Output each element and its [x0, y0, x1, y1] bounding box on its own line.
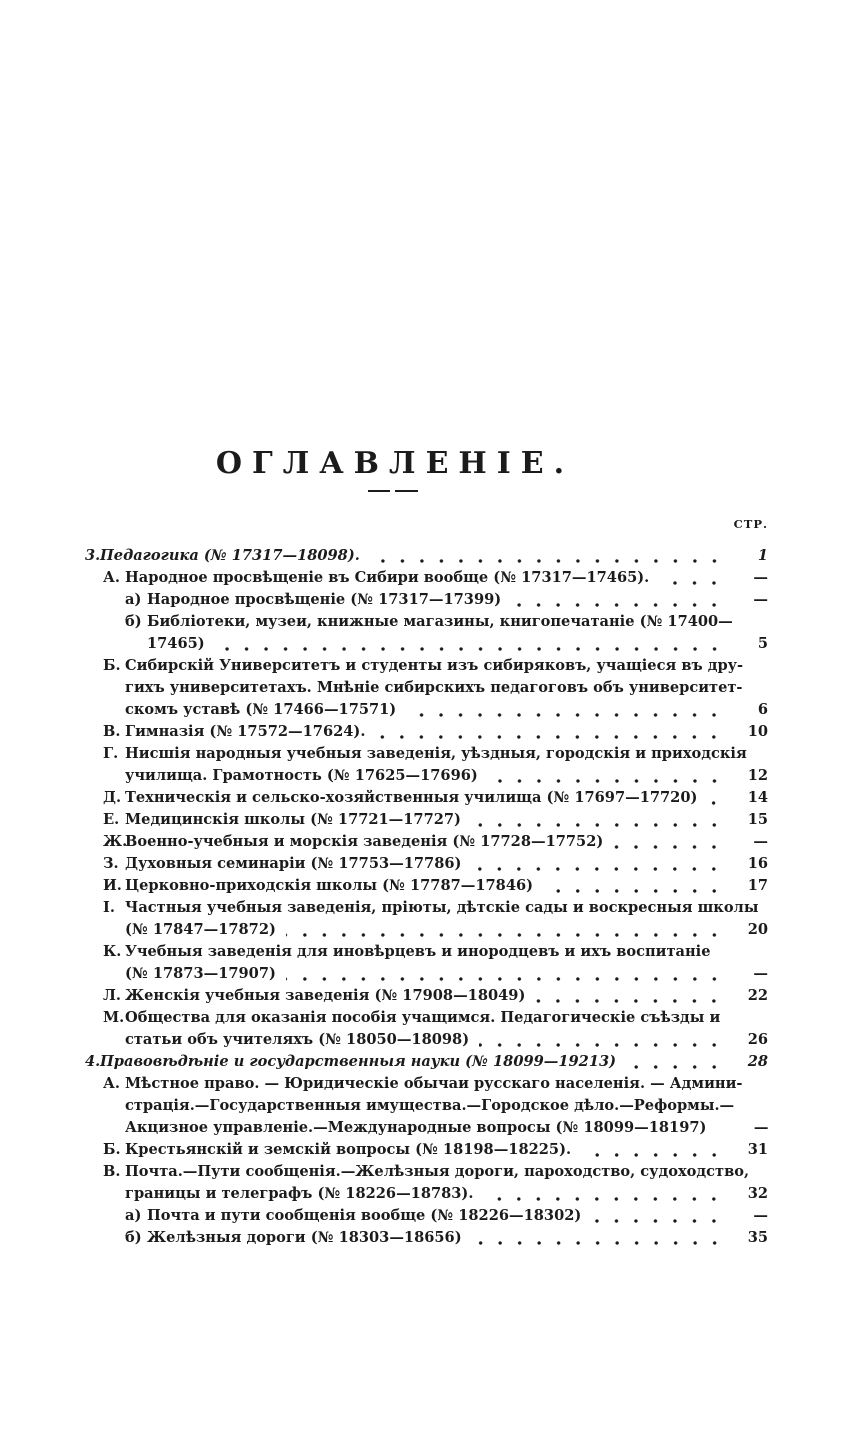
page-number: 22	[747, 987, 768, 1004]
page-number: 15	[747, 811, 768, 828]
toc-entry-text: Сибирскій Университетъ и студенты изъ сибиряковъ, учащіеся въ дру-	[125, 657, 744, 674]
toc-entry-label: М.	[103, 1009, 125, 1026]
page-number: 14	[747, 789, 768, 806]
toc-entry-text: Медицинскія школы (№ 17721—17727)	[125, 811, 461, 828]
toc-line	[85, 589, 768, 611]
toc-line	[85, 963, 768, 985]
dot-leader	[370, 545, 726, 567]
toc-line	[85, 875, 768, 897]
toc-entry-label: Г.	[103, 745, 119, 762]
toc-line	[85, 721, 768, 743]
title-divider	[368, 490, 418, 492]
toc-entry-text: Правовѣдѣніе и государственныя науки (№ 18099—19213)	[100, 1053, 617, 1070]
page-number: 31	[747, 1141, 768, 1158]
toc-line	[85, 1029, 768, 1051]
toc-line	[85, 1117, 768, 1139]
dot-leader	[483, 1183, 726, 1205]
toc-entry-label: Е.	[103, 811, 120, 828]
dot-leader	[535, 985, 726, 1007]
toc-line	[85, 677, 768, 699]
toc-line	[85, 1161, 768, 1183]
toc-entry-text: Крестьянскій и земскій вопросы (№ 18198—18225).	[125, 1141, 572, 1158]
toc-entry-label: б)	[125, 613, 142, 630]
toc-line	[85, 1227, 768, 1249]
toc-line	[85, 1139, 768, 1161]
dot-leader	[613, 831, 726, 853]
page-number: 10	[747, 723, 768, 740]
toc-entry-text: Учебныя заведенія для иновѣрцевъ и инородцевъ и ихъ воспитаніе	[125, 943, 711, 960]
toc-line	[85, 1095, 768, 1117]
page-column-header: СТР.	[733, 517, 768, 531]
toc-line	[85, 1205, 768, 1227]
dot-leader	[581, 1139, 726, 1161]
toc-lines	[85, 545, 768, 1249]
toc-entry-text: скомъ уставѣ (№ 17466—17571)	[125, 701, 397, 718]
dot-leader	[716, 1117, 726, 1139]
toc-entry-label: 3.	[85, 547, 101, 564]
dot-leader	[471, 853, 726, 875]
dot-leader	[406, 699, 726, 721]
toc-line	[85, 1073, 768, 1095]
toc-line	[85, 567, 768, 589]
page-number: 26	[747, 1031, 768, 1048]
toc-entry-label: а)	[125, 591, 142, 608]
dot-leader	[488, 765, 726, 787]
toc-entry-text: Педагогика (№ 17317—18098).	[100, 547, 360, 564]
dot-leader	[472, 1227, 726, 1249]
toc-entry-text: страція.—Государственныя имущества.—Городское дѣло.—Реформы.—	[125, 1097, 735, 1114]
dot-leader	[286, 963, 726, 985]
dot-leader	[707, 787, 726, 809]
toc-line	[85, 1051, 768, 1073]
table-of-contents	[85, 517, 769, 1249]
toc-entry-label: а)	[125, 1207, 142, 1224]
dot-leader	[215, 633, 726, 655]
toc-entry-text: Общества для оказанія пособія учащимся. Педагогическіе съѣзды и	[125, 1009, 721, 1026]
toc-entry-label: З.	[103, 855, 119, 872]
dot-leader	[591, 1205, 726, 1227]
page-number: 6	[757, 701, 768, 718]
page-number: 20	[747, 921, 768, 938]
toc-line	[85, 611, 768, 633]
toc-line	[85, 897, 768, 919]
toc-entry-text: границы и телеграфъ (№ 18226—18783).	[125, 1185, 474, 1202]
dot-leader	[375, 721, 726, 743]
toc-entry-text: Техническія и сельско-хозяйственныя училища (№ 17697—17720)	[125, 789, 698, 806]
page-number: 12	[747, 767, 768, 784]
toc-entry-text: Гимназія (№ 17572—17624).	[125, 723, 366, 740]
toc-entry-label: В.	[103, 1163, 121, 1180]
toc-entry-text: (№ 17847—17872)	[125, 921, 276, 938]
toc-entry-text: Нисшія народныя учебныя заведенія, уѣздныя, городскія и приходскія	[125, 745, 747, 762]
toc-entry-text: (№ 17873—17907)	[125, 965, 276, 982]
toc-entry-text: Желѣзныя дороги (№ 18303—18656)	[147, 1229, 462, 1246]
page-number: —	[753, 591, 768, 608]
toc-line	[85, 809, 768, 831]
toc-entry-label: А.	[103, 1075, 120, 1092]
page-number: —	[753, 833, 768, 850]
dot-leader	[286, 919, 726, 941]
toc-entry-text: Библіотеки, музеи, книжные магазины, книгопечатаніе (№ 17400—	[147, 613, 733, 630]
dot-leader	[626, 1051, 726, 1073]
toc-entry-text: Военно-учебныя и морскія заведенія (№ 17728—17752)	[125, 833, 604, 850]
page-title: ОГЛАВЛЕНІЕ.	[215, 446, 575, 482]
toc-entry-label: В.	[103, 723, 121, 740]
page-number: 28	[747, 1053, 768, 1070]
toc-line	[85, 1183, 768, 1205]
toc-entry-label: Д.	[103, 789, 122, 806]
toc-entry-label: К.	[103, 943, 122, 960]
toc-line	[85, 765, 768, 787]
toc-line	[85, 633, 768, 655]
toc-line	[85, 545, 768, 567]
toc-line	[85, 1007, 768, 1029]
toc-entry-text: Женскія учебныя заведенія (№ 17908—18049)	[125, 987, 526, 1004]
dot-leader	[543, 875, 726, 897]
toc-line	[85, 743, 768, 765]
toc-entry-text: статьи объ учителяхъ (№ 18050—18098)	[125, 1031, 470, 1048]
toc-entry-text: 17465)	[147, 635, 205, 652]
toc-entry-text: Частныя учебныя заведенія, пріюты, дѣтскіе сады и воскресныя школы	[125, 899, 759, 916]
toc-line	[85, 699, 768, 721]
toc-entry-label: А.	[103, 569, 120, 586]
page-number: —	[753, 569, 768, 586]
toc-entry-label: Ж.	[103, 833, 128, 850]
toc-line	[85, 655, 768, 677]
toc-line	[85, 853, 768, 875]
toc-entry-text: Народное просвѣщеніе (№ 17317—17399)	[147, 591, 502, 608]
page-number: —	[753, 1207, 768, 1224]
page-number: 35	[747, 1229, 768, 1246]
toc-line	[85, 985, 768, 1007]
page-number: 1	[757, 547, 768, 564]
toc-line	[85, 787, 768, 809]
toc-entry-label: Б.	[103, 657, 121, 674]
dot-leader	[479, 1029, 726, 1051]
dot-leader	[659, 567, 726, 589]
toc-entry-label: 4.	[85, 1053, 101, 1070]
toc-entry-text: Почта и пути сообщенія вообще (№ 18226—18302)	[147, 1207, 582, 1224]
dot-leader	[471, 809, 726, 831]
toc-entry-label: И.	[103, 877, 122, 894]
toc-entry-text: гихъ университетахъ. Мнѣніе сибирскихъ педагоговъ объ университет-	[125, 679, 743, 696]
toc-entry-label: б)	[125, 1229, 142, 1246]
toc-entry-label: Л.	[103, 987, 121, 1004]
page-number: —	[753, 1119, 769, 1136]
toc-entry-text: Церковно-приходскія школы (№ 17787—17846)	[125, 877, 534, 894]
dot-leader	[511, 589, 726, 611]
toc-line	[85, 919, 768, 941]
toc-line	[85, 941, 768, 963]
toc-line	[85, 831, 768, 853]
page-number: 5	[757, 635, 768, 652]
toc-entry-text: Почта.—Пути сообщенія.—Желѣзныя дороги, пароходство, судоходство,	[125, 1163, 750, 1180]
toc-entry-text: Духовныя семинаріи (№ 17753—17786)	[125, 855, 462, 872]
page-number: —	[753, 965, 768, 982]
page-number: 17	[747, 877, 768, 894]
page-number: 32	[747, 1185, 768, 1202]
page-number: 16	[747, 855, 768, 872]
toc-entry-text: Народное просвѣщеніе въ Сибири вообще (№ 17317—17465).	[125, 569, 650, 586]
toc-entry-text: училища. Грамотность (№ 17625—17696)	[125, 767, 478, 784]
toc-entry-text: Акцизное управленіе.—Международные вопросы (№ 18099—18197)	[125, 1119, 707, 1136]
toc-entry-label: Б.	[103, 1141, 121, 1158]
toc-entry-label: І.	[103, 899, 115, 916]
toc-entry-text: Мѣстное право. — Юридическіе обычаи русскаго населенія. — Админи-	[125, 1075, 743, 1092]
